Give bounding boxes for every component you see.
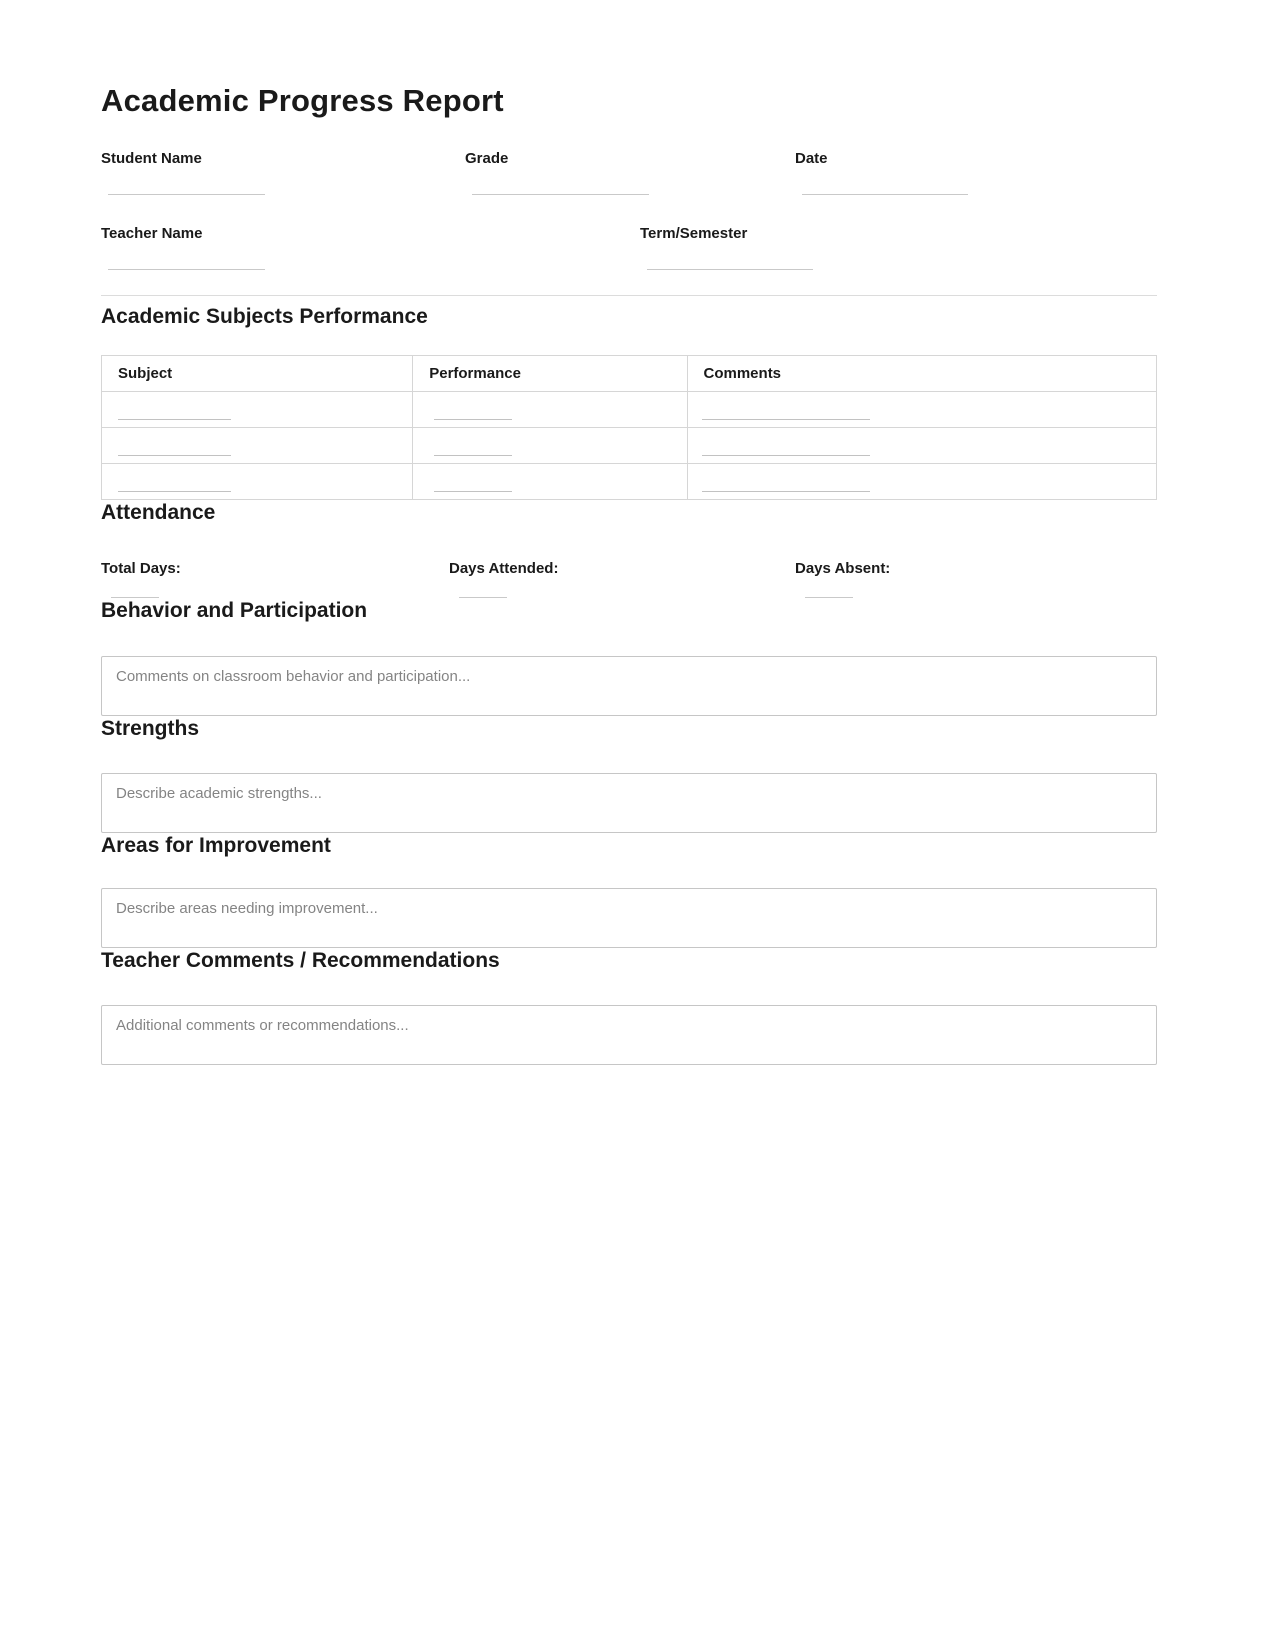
student-info-row-1 bbox=[101, 150, 1157, 195]
subject-column-header: Subject bbox=[102, 356, 413, 392]
comments-column-header: Comments bbox=[687, 356, 1156, 392]
comments-cell bbox=[687, 428, 1156, 464]
days-absent-label: Days Absent: bbox=[795, 560, 891, 578]
comments-blank-line[interactable] bbox=[702, 478, 870, 492]
performance-cell bbox=[413, 428, 687, 464]
attendance-row bbox=[101, 560, 1157, 598]
behavior-heading: Behavior and Participation bbox=[101, 599, 368, 623]
subjects-table-row bbox=[102, 464, 1157, 500]
teacher-name-field bbox=[101, 225, 640, 270]
performance-cell bbox=[413, 392, 687, 428]
subject-blank-line[interactable] bbox=[118, 406, 231, 420]
page-title: Academic Progress Report bbox=[101, 83, 504, 118]
days-attended-label: Days Attended: bbox=[449, 560, 559, 578]
subjects-table-body bbox=[102, 392, 1157, 500]
subjects-table bbox=[101, 355, 1157, 500]
strengths-textarea[interactable] bbox=[101, 773, 1157, 833]
strengths-heading: Strengths bbox=[101, 717, 200, 741]
date-label: Date bbox=[795, 150, 828, 168]
subjects-table-row bbox=[102, 392, 1157, 428]
student-name-input-line[interactable] bbox=[108, 194, 265, 195]
days-attended-input-line[interactable] bbox=[459, 597, 507, 598]
comments-cell bbox=[687, 392, 1156, 428]
comments-blank-line[interactable] bbox=[702, 406, 870, 420]
teacher-name-label: Teacher Name bbox=[101, 225, 203, 243]
performance-column-header: Performance bbox=[413, 356, 687, 392]
performance-blank-line[interactable] bbox=[434, 478, 512, 492]
grade-field bbox=[465, 150, 795, 195]
attendance-heading: Attendance bbox=[101, 501, 216, 525]
improvement-heading: Areas for Improvement bbox=[101, 834, 331, 858]
subjects-table-row bbox=[102, 428, 1157, 464]
term-semester-input-line[interactable] bbox=[647, 269, 813, 270]
subject-blank-line[interactable] bbox=[118, 478, 231, 492]
performance-cell bbox=[413, 464, 687, 500]
teacher-name-input-line[interactable] bbox=[108, 269, 265, 270]
term-semester-label: Term/Semester bbox=[640, 225, 748, 243]
comments-blank-line[interactable] bbox=[702, 442, 870, 456]
subject-cell bbox=[102, 464, 413, 500]
subject-blank-line[interactable] bbox=[118, 442, 231, 456]
date-input-line[interactable] bbox=[802, 194, 968, 195]
comments-cell bbox=[687, 464, 1156, 500]
report-form bbox=[101, 0, 1157, 1065]
header-divider bbox=[101, 295, 1157, 296]
subject-cell bbox=[102, 428, 413, 464]
days-absent-input-line[interactable] bbox=[805, 597, 853, 598]
grade-label: Grade bbox=[465, 150, 509, 168]
behavior-comments-textarea[interactable] bbox=[101, 656, 1157, 716]
performance-blank-line[interactable] bbox=[434, 442, 512, 456]
term-semester-field bbox=[640, 225, 1157, 270]
total-days-label: Total Days: bbox=[101, 560, 181, 578]
days-absent-field bbox=[795, 560, 1157, 598]
subjects-heading: Academic Subjects Performance bbox=[101, 305, 428, 329]
date-field bbox=[795, 150, 1157, 195]
student-name-label: Student Name bbox=[101, 150, 202, 168]
teacher-comments-heading: Teacher Comments / Recommendations bbox=[101, 949, 500, 973]
grade-input-line[interactable] bbox=[472, 194, 649, 195]
student-info-row-2 bbox=[101, 225, 1157, 270]
teacher-comments-textarea[interactable] bbox=[101, 1005, 1157, 1065]
subject-cell bbox=[102, 392, 413, 428]
performance-blank-line[interactable] bbox=[434, 406, 512, 420]
total-days-field bbox=[101, 560, 449, 598]
student-name-field bbox=[101, 150, 465, 195]
improvement-textarea[interactable] bbox=[101, 888, 1157, 948]
days-attended-field bbox=[449, 560, 795, 598]
subjects-table-header-row bbox=[102, 356, 1157, 392]
